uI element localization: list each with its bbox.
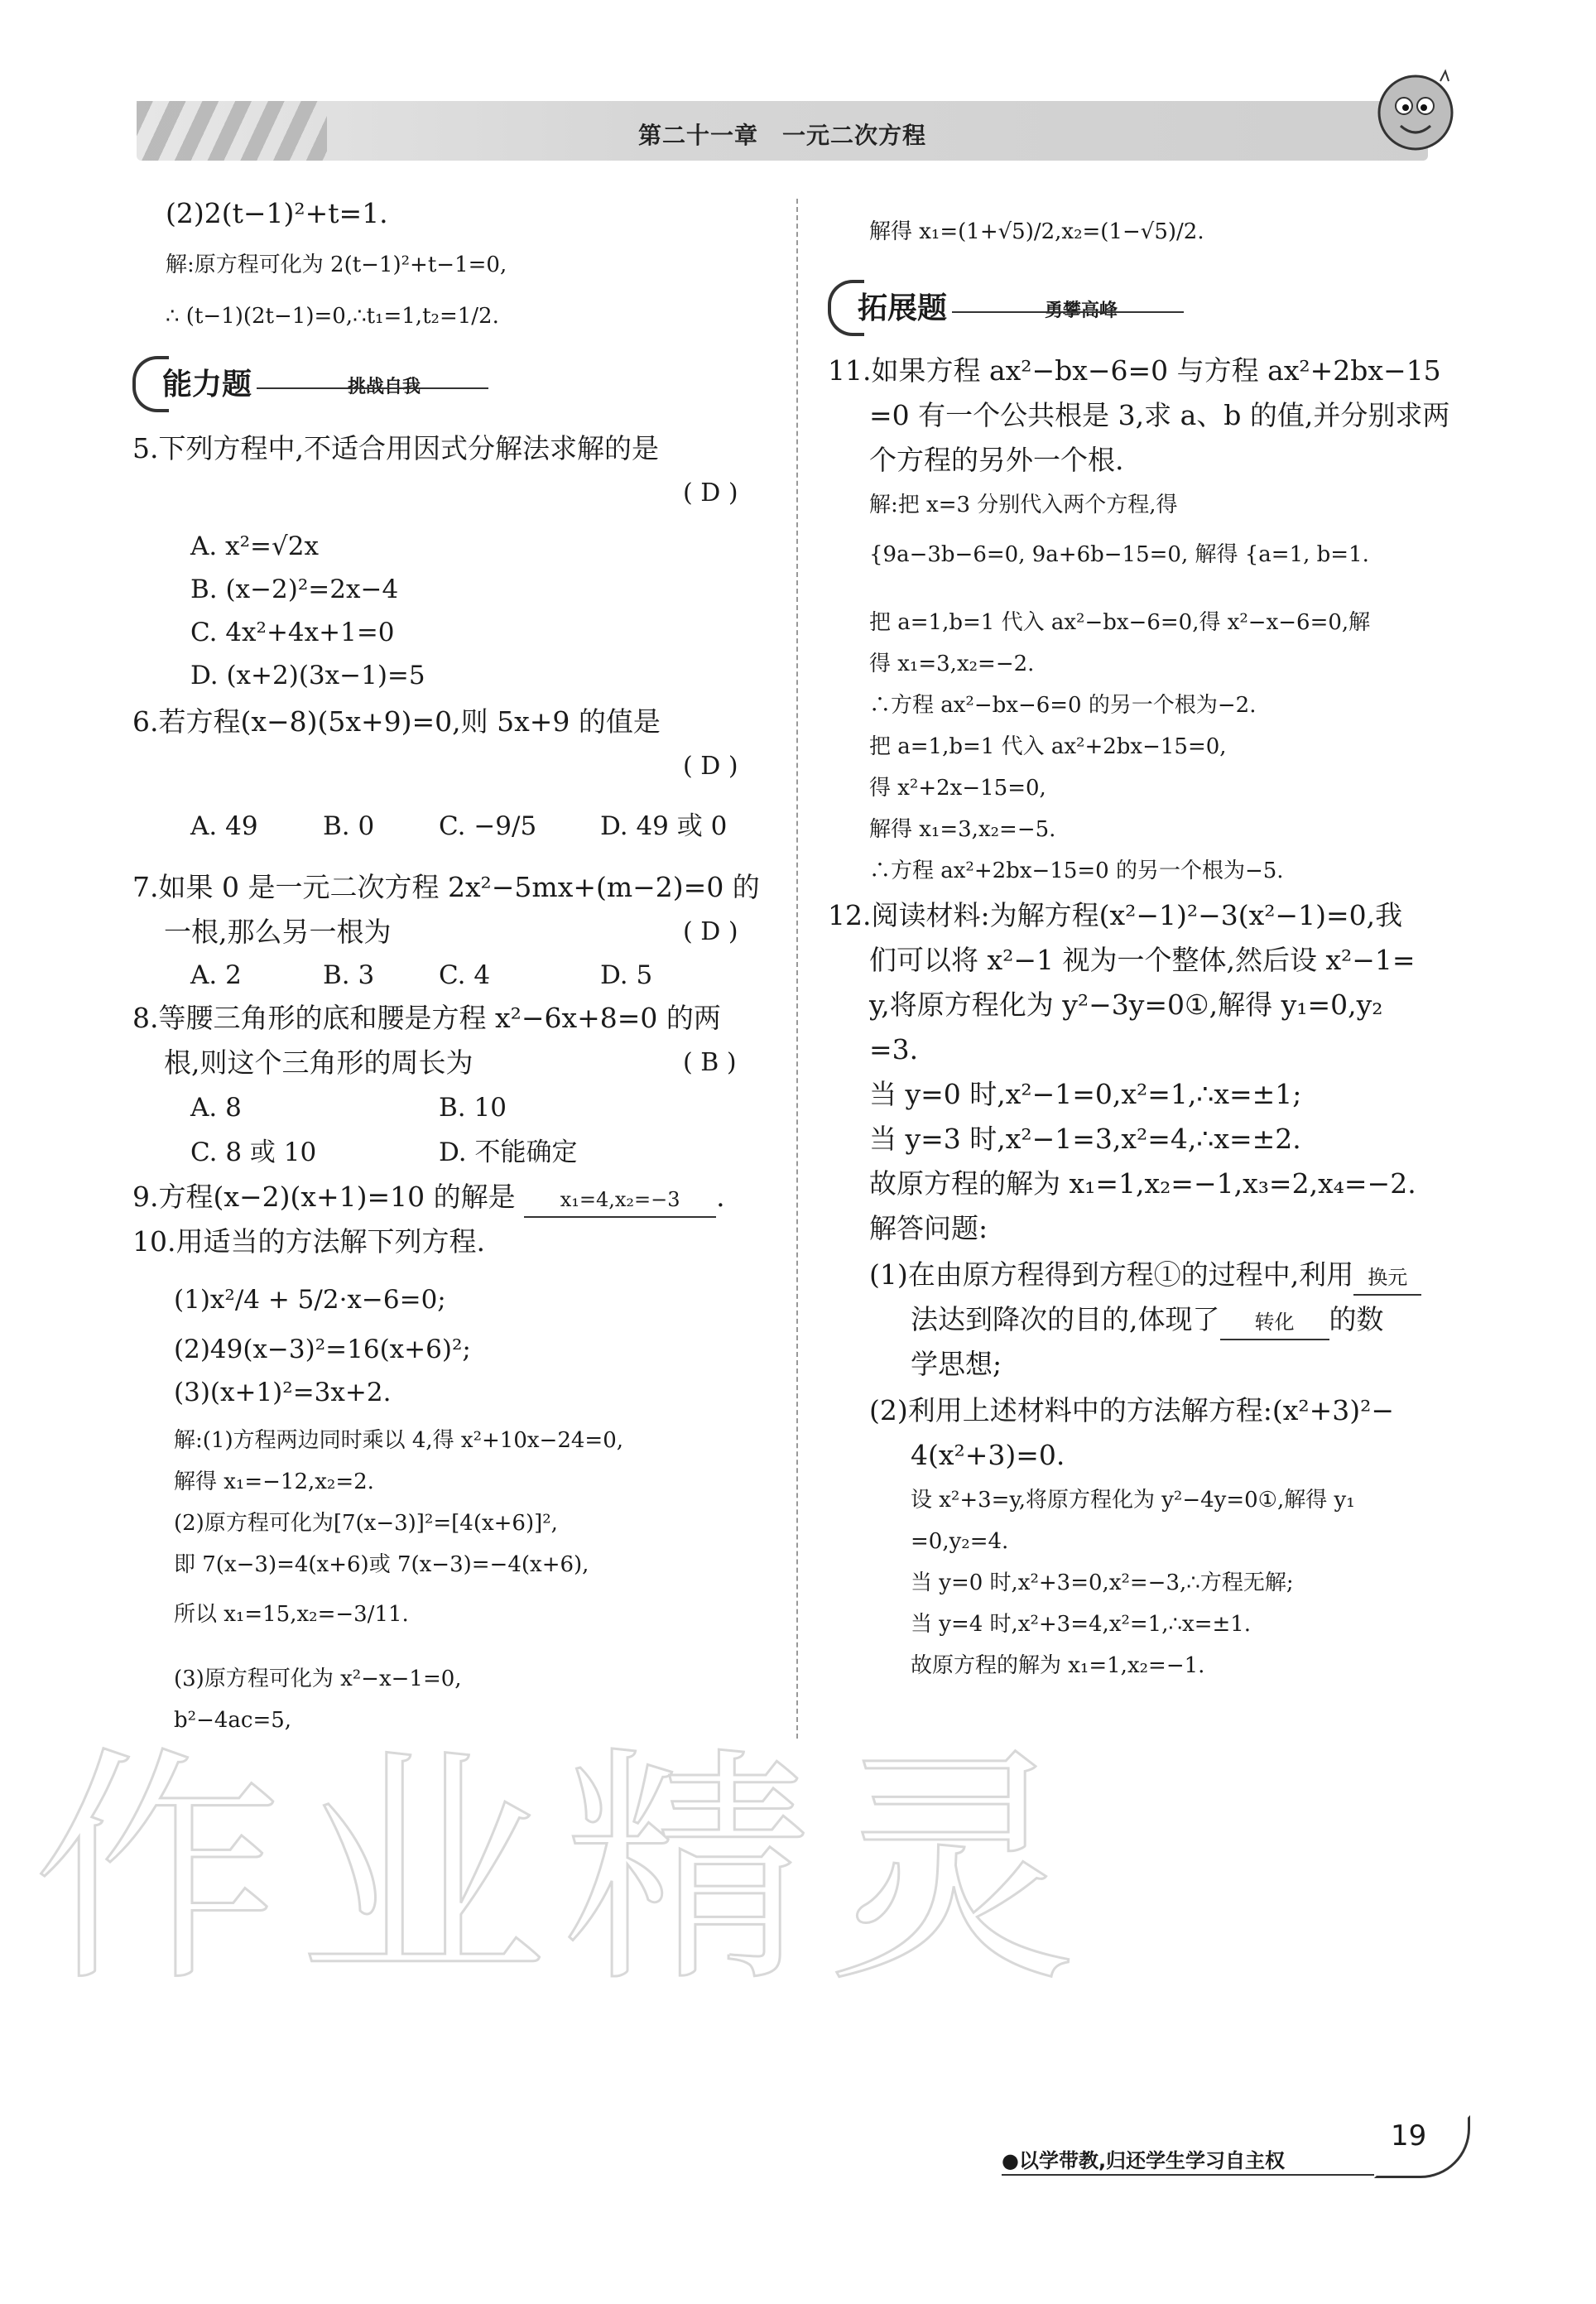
- q12-stem-1: 12.阅读材料:为解方程(x²−1)²−3(x²−1)=0,我: [828, 899, 1403, 931]
- q5-option-d: D. (x+2)(3x−1)=5: [190, 661, 425, 690]
- section-title: 能力题: [162, 368, 252, 402]
- q6-stem: 6.若方程(x−8)(5x+9)=0,则 5x+9 的值是: [132, 705, 661, 738]
- q11-sol-9: ∴方程 ax²+2bx−15=0 的另一个根为−5.: [869, 859, 1284, 883]
- q10-sol-6: (3)原方程可化为 x²−x−1=0,: [174, 1667, 462, 1691]
- q11-sol-4: 得 x₁=3,x₂=−2.: [869, 652, 1035, 676]
- q10-stem: 10.用适当的方法解下列方程.: [132, 1225, 485, 1258]
- q5-stem: 5.下列方程中,不适合用因式分解法求解的是: [132, 432, 659, 464]
- q7-stem-2: 一根,那么另一根为: [164, 916, 392, 948]
- q12-stem-5: 当 y=0 时,x²−1=0,x²=1,∴x=±1;: [869, 1078, 1302, 1110]
- q10-sol-2: 解得 x₁=−12,x₂=2.: [174, 1469, 374, 1494]
- q9-stem: [132, 1181, 725, 1218]
- q10-sol-8: 解得 x₁=(1+√5)/2,x₂=(1−√5)/2.: [869, 219, 1204, 244]
- q8-option-c: C. 8 或 10: [190, 1138, 317, 1167]
- q12-p1-text-b: 法达到降次的目的,体现了: [911, 1303, 1220, 1335]
- q8-option-a: A. 8: [190, 1093, 242, 1123]
- q10-part3: (3)(x+1)²=3x+2.: [174, 1378, 392, 1407]
- q11-sol-2: {9a−3b−6=0, 9a+6b−15=0, 解得 {a=1, b=1.: [869, 542, 1369, 567]
- q4-solution-2: ∴ (t−1)(2t−1)=0,∴t₁=1,t₂=1/2.: [166, 304, 499, 329]
- q12-stem-7: 故原方程的解为 x₁=1,x₂=−1,x₃=2,x₄=−2.: [869, 1167, 1416, 1200]
- column-divider: [796, 199, 798, 1739]
- section-arrow: [257, 387, 488, 389]
- q12-stem-8: 解答问题:: [869, 1212, 988, 1244]
- q6-answer: ( D ): [683, 752, 738, 781]
- q12-sol-4: 当 y=4 时,x²+3=4,x²=1,∴x=±1.: [911, 1612, 1252, 1637]
- section-subtitle: 勇攀高峰: [1045, 300, 1118, 321]
- page-number: 19: [1391, 2119, 1427, 2152]
- q10-sol-5: 所以 x₁=15,x₂=−3/11.: [174, 1602, 409, 1627]
- q11-stem-2: =0 有一个公共根是 3,求 a、b 的值,并分别求两: [869, 399, 1450, 431]
- q7-stem-1: 7.如果 0 是一元二次方程 2x²−5mx+(m−2)=0 的: [132, 871, 760, 903]
- q12-p1-text-a: (1)在由原方程得到方程①的过程中,利用: [869, 1258, 1354, 1291]
- q10-part2: (2)49(x−3)²=16(x+6)²;: [174, 1335, 471, 1364]
- q6-option-b: B. 0: [323, 811, 375, 841]
- q4-part2: (2)2(t−1)²+t=1.: [166, 197, 388, 229]
- q7-option-c: C. 4: [439, 960, 491, 990]
- q9-fill-answer: x₁=4,x₂=−3: [524, 1183, 716, 1218]
- q7-option-a: A. 2: [190, 960, 242, 990]
- chapter-title: 第二十一章 一元二次方程: [637, 122, 926, 149]
- q6-option-c: C. −9/5: [439, 811, 537, 841]
- q12-stem-6: 当 y=3 时,x²−1=3,x²=4,∴x=±2.: [869, 1123, 1301, 1155]
- q7-option-b: B. 3: [323, 960, 375, 990]
- q12-fill-2: 转化: [1220, 1306, 1329, 1340]
- section-subtitle: 挑战自我: [348, 376, 421, 397]
- q12-sol-3: 当 y=0 时,x²+3=0,x²=−3,∴方程无解;: [911, 1570, 1294, 1595]
- q11-stem-3: 个方程的另外一个根.: [869, 444, 1124, 476]
- q10-sol-7: b²−4ac=5,: [174, 1708, 292, 1733]
- q10-part1: (1)x²/4 + 5/2·x−6=0;: [174, 1285, 446, 1315]
- q7-answer: ( D ): [683, 917, 738, 946]
- q7-option-d: D. 5: [600, 960, 653, 990]
- q12-stem-4: =3.: [869, 1033, 919, 1065]
- footer-rule: [1002, 2174, 1374, 2176]
- q6-option-a: A. 49: [190, 811, 258, 841]
- section-arrow: [952, 311, 1184, 313]
- q5-option-c: C. 4x²+4x+1=0: [190, 618, 395, 647]
- watermark: 作业精灵: [33, 1726, 1093, 2015]
- q11-sol-1: 解:把 x=3 分别代入两个方程,得: [869, 493, 1178, 517]
- q12-p2-line2: 4(x²+3)=0.: [911, 1439, 1065, 1471]
- q12-p1-text-c: 的数: [1329, 1303, 1384, 1335]
- q12-stem-2: 们可以将 x²−1 视为一个整体,然后设 x²−1=: [869, 944, 1416, 976]
- q12-stem-3: y,将原方程化为 y²−3y=0①,解得 y₁=0,y₂: [869, 988, 1383, 1021]
- q5-option-a: A. x²=√2x: [190, 532, 319, 561]
- q10-sol-4: 即 7(x−3)=4(x+6)或 7(x−3)=−4(x+6),: [174, 1552, 589, 1577]
- q12-p1-line2: [911, 1303, 1384, 1340]
- q8-stem-2: 根,则这个三角形的周长为: [164, 1046, 474, 1079]
- q11-sol-7: 得 x²+2x−15=0,: [869, 776, 1046, 801]
- footer-slogan: ●以学带教,归还学生学习自主权: [1002, 2149, 1286, 2172]
- q5-answer: ( D ): [683, 479, 738, 507]
- mascot-icon: [1366, 65, 1465, 164]
- q11-sol-3: 把 a=1,b=1 代入 ax²−bx−6=0,得 x²−x−6=0,解: [869, 610, 1371, 635]
- q12-sol-1: 设 x²+3=y,将原方程化为 y²−4y=0①,解得 y₁: [911, 1488, 1355, 1513]
- chapter-header: [137, 101, 1428, 161]
- q5-option-b: B. (x−2)²=2x−4: [190, 575, 399, 604]
- q11-sol-6: 把 a=1,b=1 代入 ax²+2bx−15=0,: [869, 734, 1227, 759]
- q11-sol-5: ∴方程 ax²−bx−6=0 的另一个根为−2.: [869, 693, 1257, 718]
- q8-option-d: D. 不能确定: [439, 1138, 578, 1167]
- section-title: 拓展题: [858, 291, 948, 325]
- q12-fill-1: 换元: [1353, 1261, 1421, 1296]
- q8-stem-1: 8.等腰三角形的底和腰是方程 x²−6x+8=0 的两: [132, 1002, 721, 1034]
- q12-sol-2: =0,y₂=4.: [911, 1529, 1009, 1554]
- q12-p2-line1: (2)利用上述材料中的方法解方程:(x²+3)²−: [869, 1394, 1394, 1426]
- q10-sol-1: 解:(1)方程两边同时乘以 4,得 x²+10x−24=0,: [174, 1428, 624, 1453]
- q11-sol-8: 解得 x₁=3,x₂=−5.: [869, 817, 1056, 842]
- q4-solution-1: 解:原方程可化为 2(t−1)²+t−1=0,: [166, 253, 507, 277]
- q12-p1-line1: [869, 1258, 1421, 1296]
- q12-sol-5: 故原方程的解为 x₁=1,x₂=−1.: [911, 1653, 1205, 1678]
- q12-p1-line3: 学思想;: [911, 1348, 1002, 1380]
- section-ability: [132, 356, 497, 406]
- q8-answer: ( B ): [683, 1048, 737, 1077]
- q11-stem-1: 11.如果方程 ax²−bx−6=0 与方程 ax²+2bx−15: [828, 354, 1441, 387]
- q10-sol-3: (2)原方程可化为[7(x−3)]²=[4(x+6)]²,: [174, 1511, 558, 1536]
- q9-text: 9.方程(x−2)(x+1)=10 的解是: [132, 1181, 516, 1213]
- q9-end: .: [716, 1181, 725, 1213]
- q6-option-d: D. 49 或 0: [600, 811, 728, 841]
- section-extension: [828, 280, 1192, 329]
- q8-option-b: B. 10: [439, 1093, 507, 1123]
